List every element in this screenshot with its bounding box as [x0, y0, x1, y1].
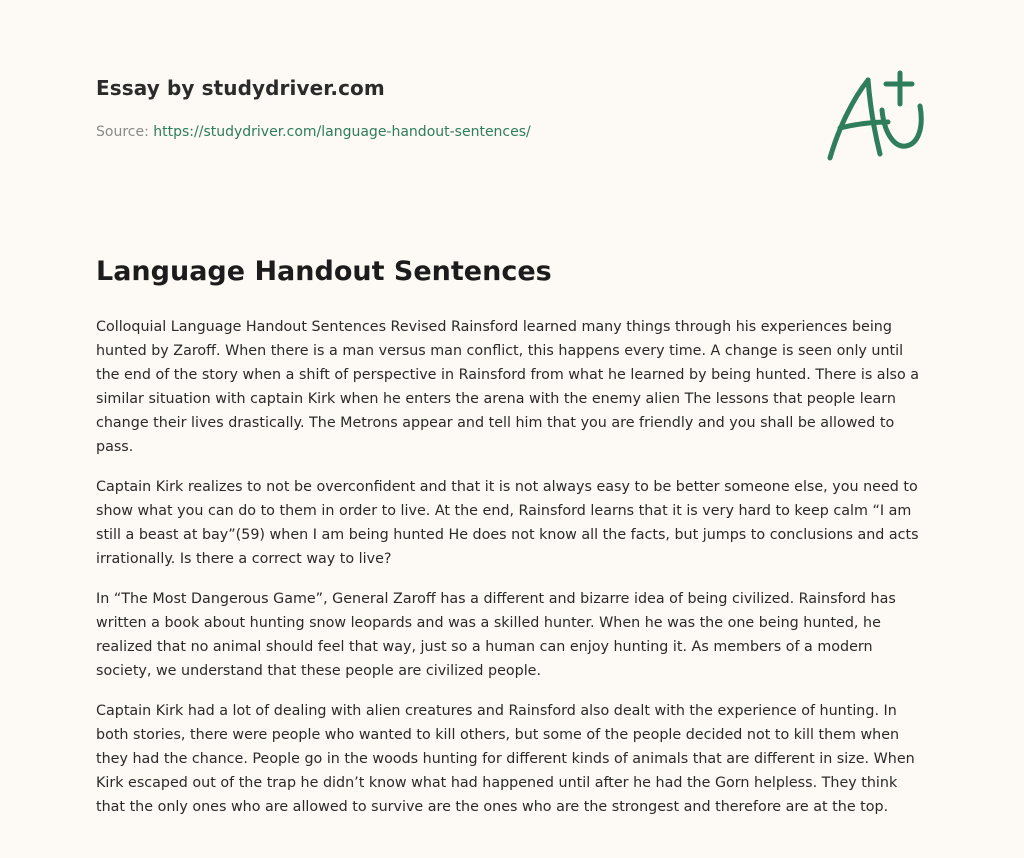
- source-line: [96, 124, 531, 140]
- source-label: Source:: [96, 124, 149, 140]
- paragraph: Colloquial Language Handout Sentences Revised Rainsford learned many things through his experiences being hunted by Zaroff. When there is a man versus man conflict, this happens every time. A change is seen only until the end of the story when a shift of perspective in Rainsford from what he learned by being hunted. There is also a similar situation with captain Kirk when he enters the arena with the enemy alien The lessons that people learn change their lives drastically. The Metrons appear and tell him that you are friendly and you shall be allowed to pass.: [96, 319, 920, 455]
- paragraph: In “The Most Dangerous Game”, General Zaroff has a different and bizarre idea of being civilized. Rainsford has written a book about hunting snow leopards and was a skilled hunter. When he was the one being hunted, he realized that no animal should feel that way, just so a human can enjoy hunting it. As members of a modern society, we understand that these people are civilized people.: [96, 591, 896, 679]
- article-body: [96, 315, 930, 835]
- paragraph: Captain Kirk realizes to not be overconfident and that it is not always easy to be better someone else, you need to show what you can do to them in order to live. At the end, Rainsford learns that it is very hard to keep calm “I am still a beast at bay”(59) when I am being hunted He does not know all the facts, but jumps to conclusions and acts irrationally. Is there a correct way to live?: [96, 479, 919, 567]
- source-link[interactable]: https://studydriver.com/language-handout-sentences/: [153, 124, 531, 140]
- a-plus-logo-icon: [822, 70, 926, 164]
- paragraph: Captain Kirk had a lot of dealing with alien creatures and Rainsford also dealt with the experience of hunting. In both stories, there were people who wanted to kill others, but some of the people decided not to kill them when they had the chance. People go in the woods hunting for different kinds of animals that are different in size. When Kirk escaped out of the trap he didn’t know what had happened until after he had the Gorn helpless. They think that the only ones who are allowed to survive are the ones who are the strongest and therefore are at the top.: [96, 703, 915, 815]
- essay-header: [96, 0, 936, 200]
- page-title: Language Handout Sentences: [96, 256, 552, 287]
- site-title: Essay by studydriver.com: [96, 76, 385, 100]
